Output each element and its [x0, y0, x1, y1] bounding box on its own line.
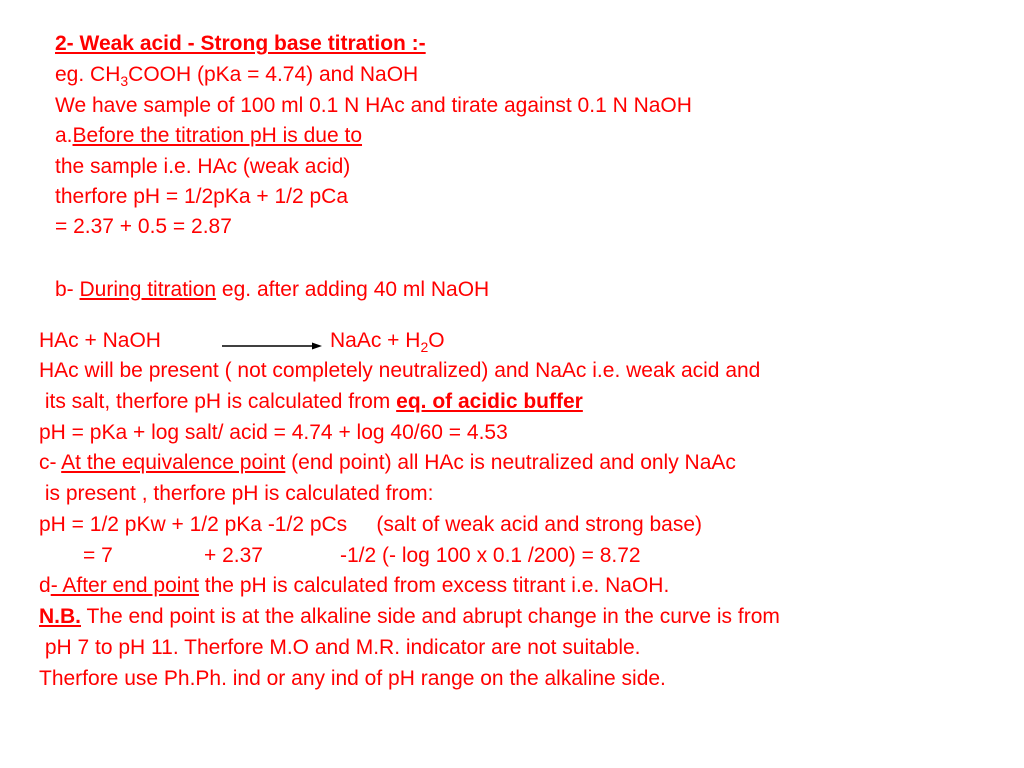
part-b-prefix: b-	[55, 278, 80, 301]
reaction-right-pre: NaAc + H	[330, 329, 421, 352]
part-a-title: Before the titration pH is due to	[72, 124, 363, 147]
buffer-line-1: HAc will be present ( not completely neutralized) and NaAc i.e. weak acid and	[39, 359, 761, 382]
part-a-prefix: a.	[55, 124, 73, 147]
acidic-buffer-reference: eq. of acidic buffer	[396, 390, 583, 413]
reaction-arrow-icon	[222, 341, 322, 351]
part-b-title: During titration	[79, 278, 217, 301]
part-b-rest: eg. after adding 40 ml NaOH	[216, 278, 490, 301]
reaction-right-post: O	[428, 329, 445, 352]
part-c-rest: (end point) all HAc is neutralized and only NaAc	[285, 451, 736, 474]
part-c-prefix: c-	[39, 451, 62, 474]
reaction-right	[330, 329, 445, 353]
part-a-heading	[55, 124, 362, 148]
part-d-prefix: d	[39, 574, 51, 597]
buffer-line-2-text: its salt, therfore pH is calculated from	[39, 390, 397, 413]
part-c-calc-b: + 2.37	[204, 544, 263, 567]
nb-label: N.B.	[39, 605, 81, 628]
nb-line-3: Therfore use Ph.Ph. ind or any ind of pH range on the alkaline side.	[39, 667, 666, 690]
nb-line-1	[39, 605, 780, 629]
part-a-line-2: the sample i.e. HAc (weak acid)	[55, 155, 351, 178]
buffer-ph-equation: pH = pKa + log salt/ acid = 4.74 + log 40/60 = 4.53	[39, 421, 508, 444]
part-d-rest: the pH is calculated from excess titrant i.e. NaOH.	[198, 574, 670, 597]
buffer-line-2	[39, 390, 583, 414]
example-pre: eg. CH	[55, 63, 121, 86]
part-a-line-4: = 2.37 + 0.5 = 2.87	[55, 215, 232, 238]
part-c-heading	[39, 451, 736, 475]
nb-text: The end point is at the alkaline side and abrupt change in the curve is from	[81, 605, 780, 628]
part-d-line	[39, 574, 669, 598]
nb-line-2: pH 7 to pH 11. Therfore M.O and M.R. indicator are not suitable.	[39, 636, 641, 659]
sample-line: We have sample of 100 ml 0.1 N HAc and tirate against 0.1 N NaOH	[55, 94, 692, 117]
part-c-equation: pH = 1/2 pKw + 1/2 pKa -1/2 pCs (salt of weak acid and strong base)	[39, 513, 703, 536]
reaction-left: HAc + NaOH	[39, 329, 161, 352]
example-post: COOH (pKa = 4.74) and NaOH	[128, 63, 419, 86]
part-c-title: At the equivalence point	[61, 451, 286, 474]
part-a-line-3: therfore pH = 1/2pKa + 1/2 pCa	[55, 185, 349, 208]
part-c-calc-a: = 7	[83, 544, 113, 567]
section-heading: 2- Weak acid - Strong base titration :-	[55, 32, 426, 55]
example-line	[55, 63, 418, 87]
part-c-line-2: is present , therfore pH is calculated from:	[39, 482, 434, 505]
part-b-heading	[55, 278, 489, 302]
part-d-title: - After end point	[50, 574, 199, 597]
part-c-calc-c: -1/2 (- log 100 x 0.1 /200) = 8.72	[340, 544, 641, 567]
reaction-right-subscript: 2	[420, 339, 429, 355]
example-subscript: 3	[120, 73, 129, 89]
